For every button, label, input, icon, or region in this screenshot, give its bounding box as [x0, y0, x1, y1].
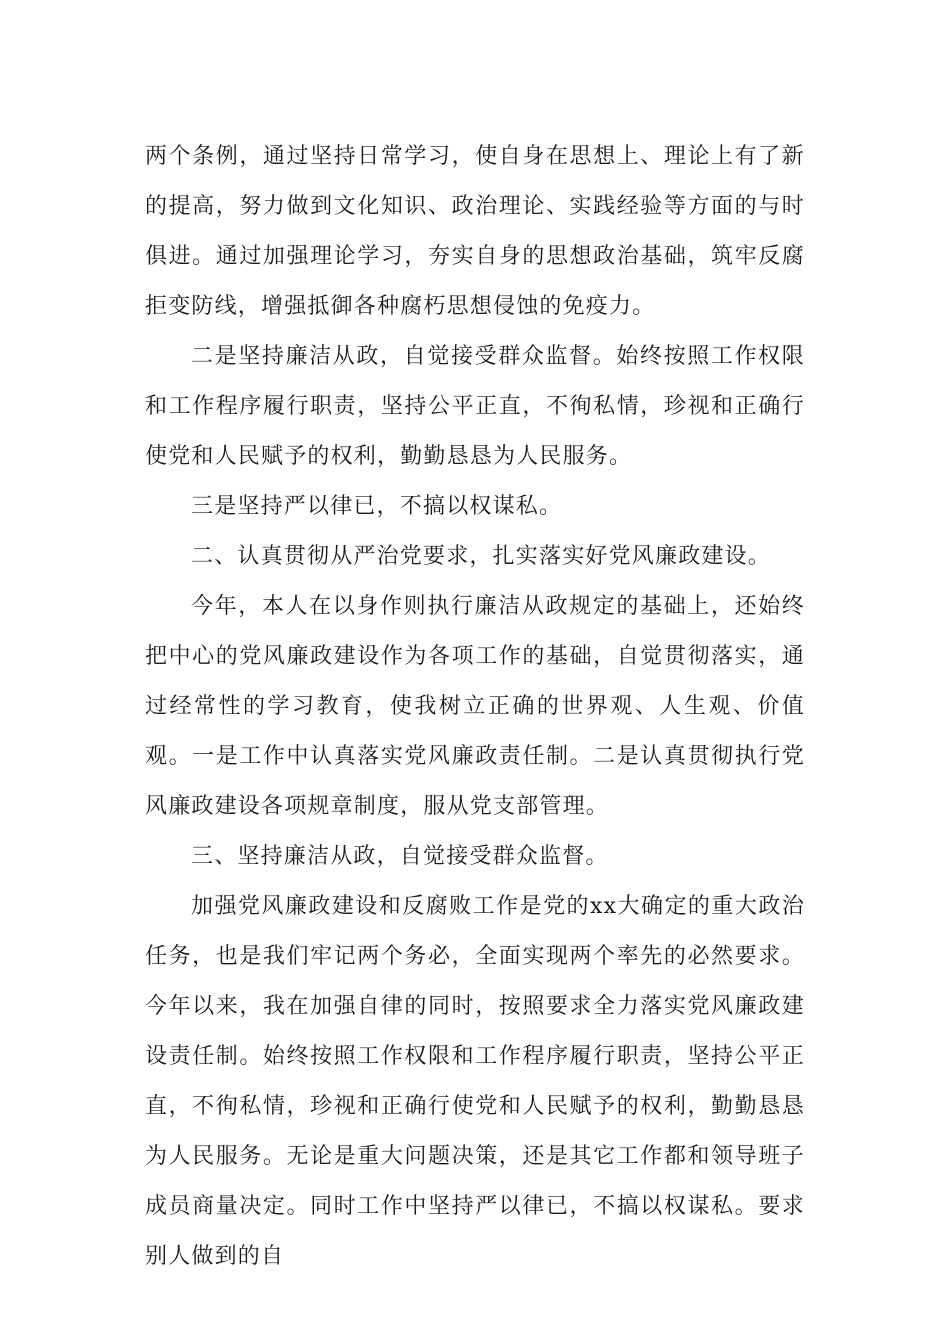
paragraph-1: 两个条例，通过坚持日常学习，使自身在思想上、理论上有了新的提高，努力做到文化知识、政治理论、实践经验等方面的与时俱进。通过加强理论学习，夯实自身的思想政治基础，筑牢反腐拒变防线，增强抵御各种腐朽思想侵蚀的免疫力。 — [145, 144, 805, 319]
section-heading-3: 三、坚持廉洁从政，自觉接受群众监督。 — [191, 844, 609, 869]
paragraph-5: 今年，本人在以身作则执行廉洁从政规定的基础上，还始终把中心的党风廉政建设作为各项工作的基础，自觉贯彻落实，通过经常性的学习教育，使我树立正确的世界观、人生观、价值观。一是工作中认真落实党风廉政责任制。二是认真贯彻执行党风廉政建设各项规章制度，服从党支部管理。 — [145, 594, 805, 819]
document-body — [145, 132, 805, 1282]
paragraph-7: 加强党风廉政建设和反腐败工作是党的xx大确定的重大政治任务，也是我们牢记两个务必，全面实现两个率先的必然要求。今年以来，我在加强自律的同时，按照要求全力落实党风廉政建设责任制。始终按照工作权限和工作程序履行职责，坚持公平正直，不徇私情，珍视和正确行使党和人民赋予的权利，勤勤恳恳为人民服务。无论是重大问题决策，还是其它工作都和领导班子成员商量决定。同时工作中坚持严以律已，不搞以权谋私。要求别人做到的自 — [145, 894, 805, 1269]
paragraph-2: 二是坚持廉洁从政，自觉接受群众监督。始终按照工作权限和工作程序履行职责，坚持公平正直，不徇私情，珍视和正确行使党和人民赋予的权利，勤勤恳恳为人民服务。 — [145, 344, 805, 469]
section-heading-2: 二、认真贯彻从严治党要求，扎实落实好党风廉政建设。 — [191, 544, 772, 569]
paragraph-3: 三是坚持严以律已，不搞以权谋私。 — [191, 494, 563, 519]
